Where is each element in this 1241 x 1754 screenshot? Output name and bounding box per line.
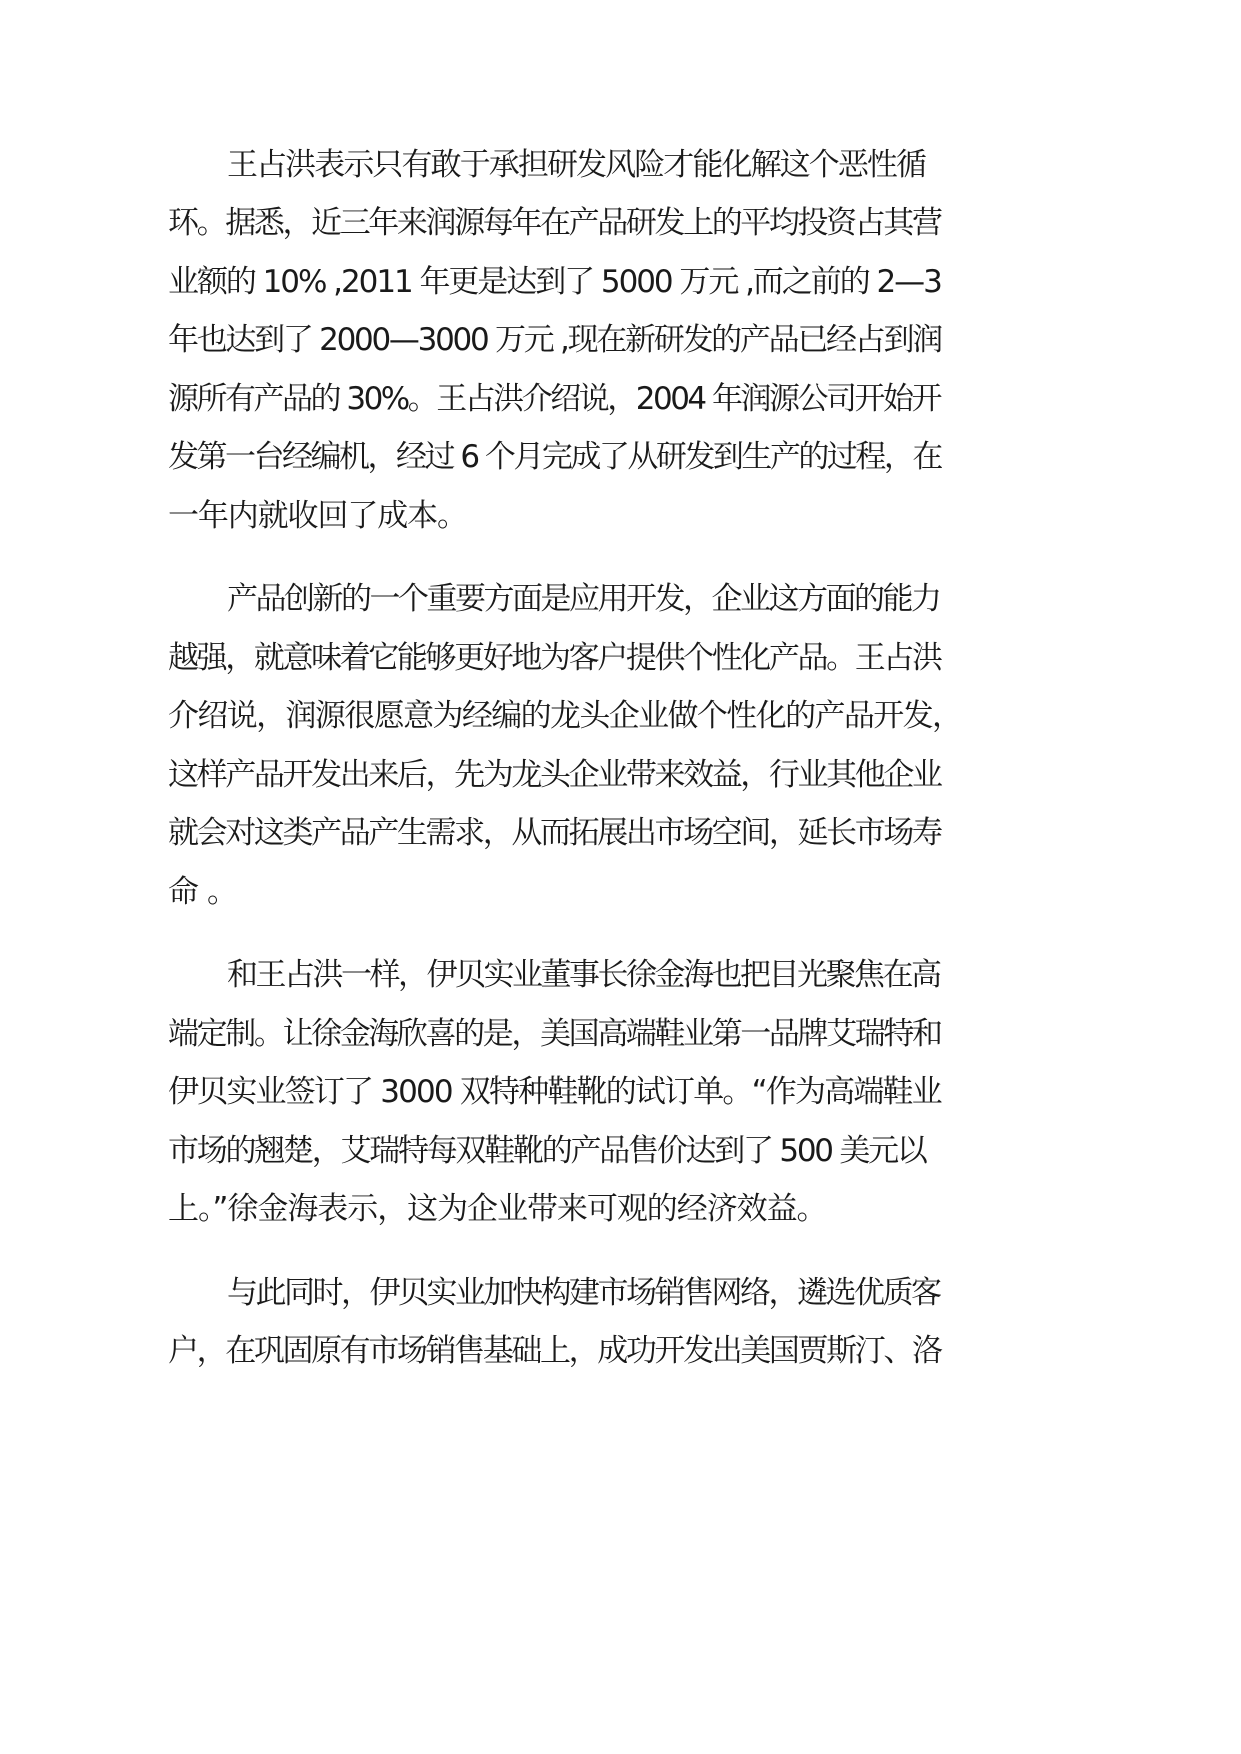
text-line: 发第一台经编机，经过 6 个月完成了从研发到生产的过程，在 [168, 439, 941, 475]
text-line: 伊贝实业签订了 3000 双特种鞋靴的试订单。“作为高端鞋业 [168, 1074, 941, 1110]
text-line: 年也达到了 2000—3000 万元 ,现在新研发的产品已经占到润 [168, 322, 941, 358]
text-line: 端定制。让徐金海欣喜的是，美国高端鞋业第一品牌艾瑞特和 [168, 1016, 941, 1052]
text-line: 源所有产品的 30%。王占洪介绍说，2004 年润源公司开始开 [168, 381, 941, 417]
text-line: 业额的 10% ,2011 年更是达到了 5000 万元 ,而之前的 2—3 [168, 264, 941, 300]
text-line: 这样产品开发出来后，先为龙头企业带来效益，行业其他企业 [168, 757, 941, 793]
text-line: 户，在巩固原有市场销售基础上，成功开发出美国贾斯汀、洛 [168, 1333, 941, 1369]
text-line: 介绍说，润源很愿意为经编的龙头企业做个性化的产品开发， [168, 698, 962, 734]
text-line: 与此同时，伊贝实业加快构建市场销售网络，遴选优质客 [227, 1275, 940, 1311]
text-line: 就会对这类产品产生需求，从而拓展出市场空间，延长市场寿 [168, 815, 941, 851]
text-line: 和王占洪一样，伊贝实业董事长徐金海也把目光聚焦在高 [227, 957, 940, 993]
text-line: 上。”徐金海表示，这为企业带来可观的经济效益。 [168, 1191, 827, 1227]
text-line: 产品创新的一个重要方面是应用开发，企业这方面的能力 [227, 581, 940, 617]
text-line: 王占洪表示只有敢于承担研发风险才能化解这个恶性循 [227, 147, 926, 183]
text-line: 环。据悉，近三年来润源每年在产品研发上的平均投资占其营 [168, 205, 941, 241]
text-line: 市场的翘楚，艾瑞特每双鞋靴的产品售价达到了 500 美元以 [168, 1133, 926, 1169]
text-line: 一年内就收回了成本。 [168, 498, 467, 534]
text-line: 命。 [168, 874, 246, 910]
text-line: 越强，就意味着它能够更好地为客户提供个性化产品。王占洪 [168, 640, 941, 676]
